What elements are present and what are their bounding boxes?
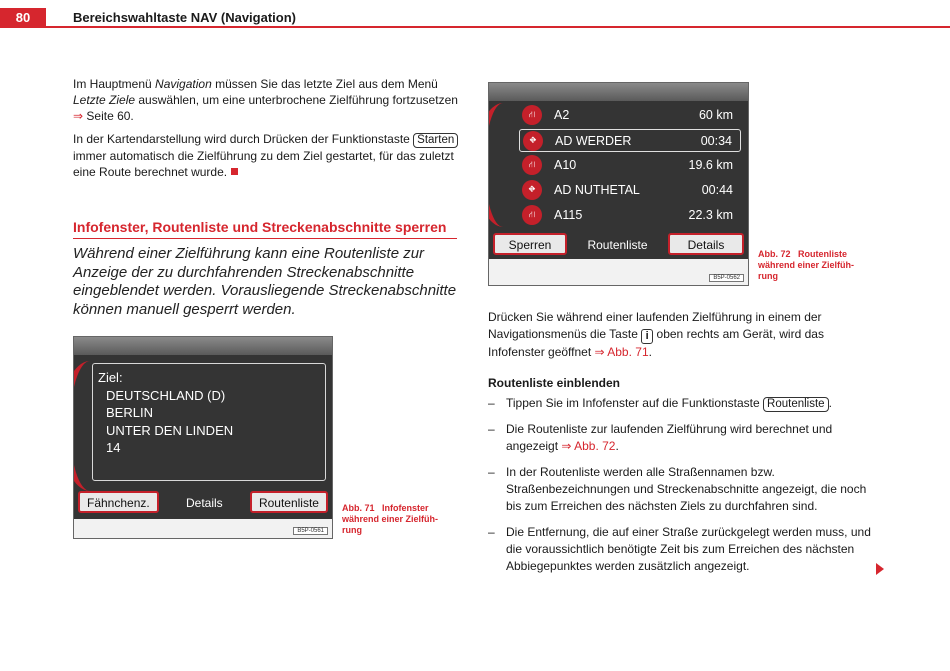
screen-bezel <box>489 83 748 101</box>
route-value: 00:44 <box>701 183 733 197</box>
text: . <box>648 345 652 359</box>
figure-code: B5P-0562 <box>709 274 744 282</box>
text: oben rechts am Gerät, wird das Infofenster geöffnet <box>488 327 824 359</box>
text: . <box>615 439 619 453</box>
display-screen <box>74 355 332 519</box>
page-reference[interactable]: Seite 60. <box>83 109 134 123</box>
caption-text: rung <box>758 271 778 281</box>
paragraph-info-window <box>488 309 874 361</box>
text: . <box>828 396 832 410</box>
reference-arrow: ⇒ <box>73 109 84 123</box>
subheading: Routenliste einblenden <box>488 376 621 390</box>
caption-text: Routenliste <box>798 249 848 259</box>
junction-icon: ⛖ <box>522 180 542 200</box>
right-column <box>488 309 874 584</box>
route-row[interactable] <box>519 154 741 177</box>
softkey-routenliste[interactable]: Routenliste <box>250 491 328 513</box>
figure-reference[interactable]: ⇒ Abb. 71 <box>594 345 649 359</box>
info-street: UNTER DEN LINDEN <box>106 422 234 438</box>
route-name: AD NUTHETAL <box>554 183 640 197</box>
list-item <box>488 464 874 515</box>
figure-caption <box>758 249 854 282</box>
motorway-icon: ⛙ <box>522 155 542 175</box>
route-value: 22.3 km <box>688 208 733 222</box>
info-country: DEUTSCHLAND (D) <box>106 387 226 403</box>
text: Die Entfernung, die auf einer Straße zurückgelegt werden muss, und die voraussichtlich benötigte Zeit bis zum Erreichen des nächsten Abbiegepunktes werden zusätzlich angezeigt. <box>506 525 871 573</box>
info-city: BERLIN <box>106 405 153 420</box>
info-house-number: 14 <box>106 440 121 455</box>
softkey-details[interactable]: Details <box>668 233 744 255</box>
list-item <box>488 421 874 455</box>
paragraph-start <box>73 131 461 180</box>
list-dash: – <box>488 396 495 410</box>
motorway-icon: ⛙ <box>522 105 542 125</box>
list-item <box>488 524 874 575</box>
continue-arrow-icon <box>876 563 884 575</box>
section-heading: Infofenster, Routenliste und Streckenabschnitte sperren <box>73 219 457 239</box>
route-value: 60 km <box>698 108 733 122</box>
info-key-icon: i <box>641 329 653 344</box>
softkey-bar <box>74 485 332 519</box>
route-name: AD WERDER <box>555 134 632 148</box>
list-item <box>488 395 874 412</box>
menu-name-navigation: Navigation <box>155 77 212 91</box>
caption-text: während einer Zielfüh- <box>342 514 439 524</box>
motorway-icon: ⛙ <box>522 205 542 225</box>
paragraph-resume <box>73 76 461 124</box>
junction-icon: ⛖ <box>523 131 543 151</box>
figure-info-window <box>73 336 333 539</box>
route-name: A10 <box>554 158 577 172</box>
route-value: 00:34 <box>700 134 732 148</box>
route-value: 19.6 km <box>688 158 733 172</box>
text: Im Hauptmenü <box>73 77 156 91</box>
text: immer automatisch die Zielführung zu dem Ziel gestartet, für das zuletzt eine Route berechnet wurde. <box>73 149 454 179</box>
figure-caption <box>342 503 438 536</box>
route-row-selected[interactable] <box>519 129 741 152</box>
left-column <box>73 76 461 187</box>
caption-label: Abb. 71 <box>342 503 375 513</box>
text: müssen Sie das letzte Ziel aus dem Menü <box>211 77 438 91</box>
key-routenliste: Routenliste <box>763 397 829 412</box>
softkey-details[interactable]: Details <box>185 496 223 510</box>
header-rule <box>46 26 950 28</box>
figure-code: B5P-0561 <box>293 527 328 535</box>
route-row[interactable] <box>519 204 741 227</box>
end-of-section-mark <box>231 168 238 175</box>
route-row[interactable] <box>519 104 741 127</box>
route-name: A115 <box>554 208 583 222</box>
key-starten: Starten <box>413 133 458 148</box>
caption-text: während einer Zielfüh- <box>758 260 855 270</box>
text: auswählen, um eine unterbrochene Zielführung fortzusetzen <box>135 93 458 107</box>
caption-text: Infofenster <box>382 503 429 513</box>
caption-label: Abb. 72 <box>758 249 791 259</box>
list-dash: – <box>488 422 495 436</box>
route-name: A2 <box>554 108 570 122</box>
screen-bezel <box>74 337 332 355</box>
list-dash: – <box>488 525 495 539</box>
display-screen <box>489 101 748 259</box>
menu-name-last-destinations: Letzte Ziele <box>73 93 136 107</box>
text: Drücken Sie während einer laufenden Zielführung in einem der Navigationsmenüs die Taste <box>488 310 822 341</box>
info-label-ziel: Ziel: <box>98 370 123 385</box>
intro-text: Während einer Zielführung kann eine Routenliste zur Anzeige der zu durchfahrenden Streckenabschnitte eingeblendet werden. Vorausliegende Streckenabschnitte können manuell gesperrt werden. <box>73 245 457 318</box>
caption-text: rung <box>342 525 362 535</box>
text: Tippen Sie im Infofenster auf die Funktionstaste <box>506 396 764 410</box>
softkey-faehnchen[interactable]: Fähnchenz. <box>78 491 159 513</box>
softkey-bar <box>489 229 748 259</box>
softkey-sperren[interactable]: Sperren <box>493 233 567 255</box>
softkey-routenliste[interactable]: Routenliste <box>587 238 648 252</box>
destination-info <box>98 369 233 457</box>
page-number: 80 <box>0 8 46 28</box>
text: Die Routenliste zur laufenden Zielführung wird berechnet und angezeigt <box>506 422 833 453</box>
text: In der Kartendarstellung wird durch Drücken der Funktionstaste <box>73 132 414 146</box>
figure-reference[interactable]: ⇒ Abb. 72 <box>561 439 616 453</box>
list-dash: – <box>488 465 495 479</box>
route-row[interactable] <box>519 179 741 202</box>
page-title: Bereichswahltaste NAV (Navigation) <box>73 10 296 25</box>
text: In der Routenliste werden alle Straßennamen bzw. Straßenbezeichnungen und Streckenabschnitte angezeigt, die noch bis zum Erreichen des nächsten Ziels zu durchfahren sind. <box>506 465 867 513</box>
figure-route-list <box>488 82 749 286</box>
